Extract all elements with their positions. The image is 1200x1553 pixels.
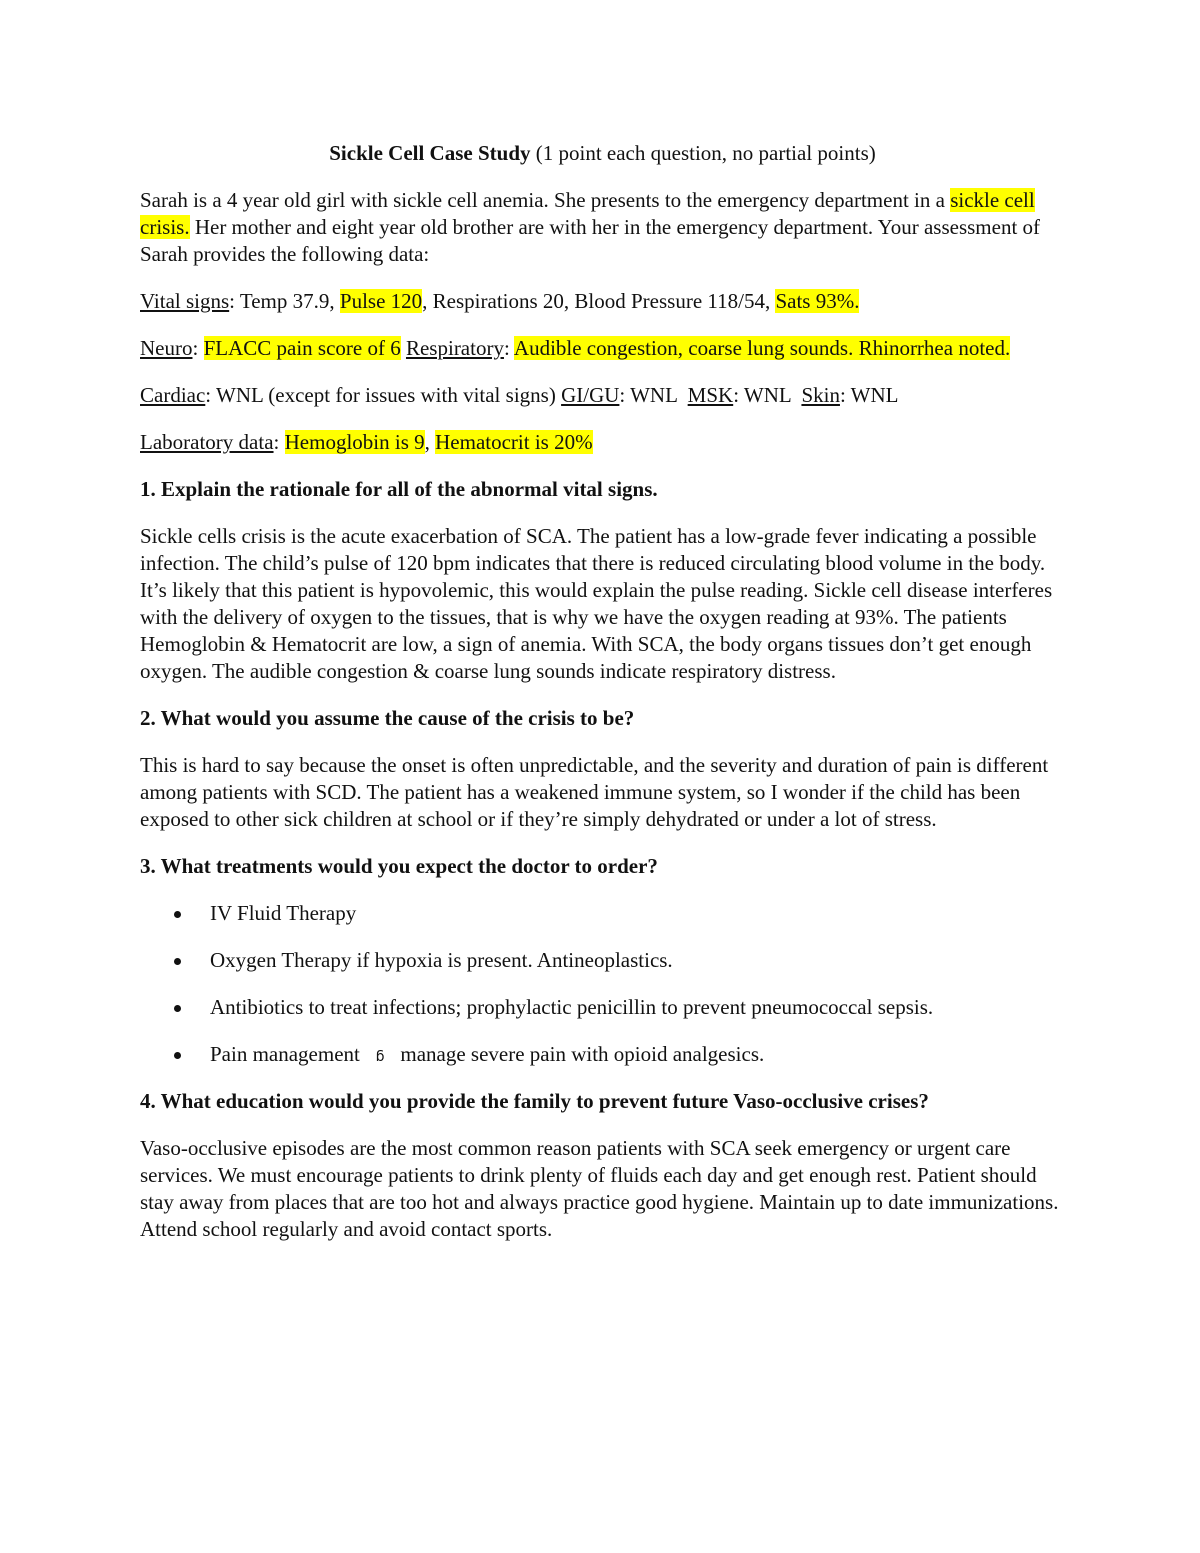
lab-comma: , — [424, 430, 436, 454]
msk-label: MSK — [687, 383, 734, 407]
systems-line — [140, 382, 1065, 409]
laboratory-label: Laboratory data — [140, 430, 274, 454]
vital-signs-line — [140, 288, 1065, 315]
symbol-glyph: ᵷ — [375, 1046, 385, 1062]
list-item-text: Oxygen Therapy if hypoxia is present. Antineoplastics. — [210, 948, 673, 972]
question-2: 2. What would you assume the cause of the crisis to be? — [140, 706, 635, 730]
vital-pulse: Pulse 120 — [339, 289, 423, 313]
respiratory-label: Respiratory — [405, 336, 504, 360]
lab-hemoglobin: Hemoglobin is 9 — [284, 430, 425, 454]
cardiac-value: : WNL (except for issues with vital signs) — [205, 383, 562, 407]
intro-paragraph — [140, 187, 1065, 268]
neuro-respiratory-line — [140, 335, 1065, 362]
list-item-text: IV Fluid Therapy — [210, 901, 357, 925]
answer-2: This is hard to say because the onset is often unpredictable, and the severity and duration of pain is different among patients with SCD. The patient has a weakened immune system, so I wonder if the child has been exposed to other sick children at school or if they’re simply dehydrated or under a lot of stress. — [140, 753, 1049, 831]
list-item-text: Antibiotics to treat infections; prophylactic penicillin to prevent pneumococcal sepsis. — [210, 995, 934, 1019]
list-item — [140, 947, 1065, 974]
neuro-flacc: FLACC pain score of 6 — [203, 336, 401, 360]
vital-temp: : Temp 37.9, — [229, 289, 340, 313]
bullet-icon — [174, 958, 181, 965]
laboratory-colon: : — [273, 430, 285, 454]
skin-label: Skin — [801, 383, 840, 407]
question-3: 3. What treatments would you expect the doctor to order? — [140, 854, 658, 878]
question-4: 4. What education would you provide the family to prevent future Vaso-occlusive crises? — [140, 1089, 929, 1113]
msk-value: : WNL — [733, 383, 802, 407]
respiratory-value: Audible congestion, coarse lung sounds. Rhinorrhea noted. — [513, 336, 1011, 360]
intro-text-2: Her mother and eight year old brother are with her in the emergency department. Your assessment of Sarah provides the following data: — [140, 215, 1041, 266]
list-item — [140, 994, 1065, 1021]
gigu-value: : WNL — [619, 383, 688, 407]
neuro-colon: : — [192, 336, 204, 360]
bullet-icon — [174, 1052, 181, 1059]
lab-hematocrit: Hematocrit is 20% — [435, 430, 593, 454]
page-title — [140, 140, 1065, 167]
list-item-text-after: manage severe pain with opioid analgesics. — [395, 1042, 765, 1066]
question-1: 1. Explain the rationale for all of the abnormal vital signs. — [140, 477, 658, 501]
laboratory-line — [140, 429, 1065, 456]
vital-sats: Sats 93%. — [775, 289, 860, 313]
vital-resp-bp: , Respirations 20, Blood Pressure 118/54, — [422, 289, 776, 313]
list-item — [140, 1041, 1065, 1068]
intro-highlight: sickle cell crisis. — [140, 188, 1035, 239]
neuro-label: Neuro — [140, 336, 193, 360]
list-item-text-before: Pain management — [210, 1042, 366, 1066]
document-body — [140, 140, 1065, 1263]
gigu-label: GI/GU — [561, 383, 620, 407]
intro-text-1: Sarah is a 4 year old girl with sickle cell anemia. She presents to the emergency department in a — [140, 188, 951, 212]
respiratory-colon: : — [503, 336, 514, 360]
title-bold: Sickle Cell Case Study — [329, 141, 531, 165]
skin-value: : WNL — [839, 383, 899, 407]
title-subtitle: (1 point each question, no partial points) — [530, 141, 876, 165]
vital-signs-label: Vital signs — [140, 289, 230, 313]
bullet-icon — [174, 1005, 181, 1012]
cardiac-label: Cardiac — [140, 383, 206, 407]
treatment-list — [140, 900, 1065, 1068]
answer-1: Sickle cells crisis is the acute exacerbation of SCA. The patient has a low-grade fever indicating a possible infection. The child’s pulse of 120 bpm indicates that there is reduced circulating blood volume in the body. It’s likely that this patient is hypovolemic, this would explain the pulse reading. Sickle cell disease interferes with the delivery of oxygen to the tissues, that is why we have the oxygen reading at 93%. The patients Hemoglobin & Hematocrit are low, a sign of anemia. With SCA, the body organs tissues don’t get enough oxygen. The audible congestion & coarse lung sounds indicate respiratory distress. — [140, 524, 1053, 683]
bullet-icon — [174, 911, 181, 918]
answer-4: Vaso-occlusive episodes are the most common reason patients with SCA seek emergency or urgent care services. We must encourage patients to drink plenty of fluids each day and get enough rest. Patient should stay away from places that are too hot and always practice good hygiene. Maintain up to date immunizations. Attend school regularly and avoid contact sports. — [140, 1136, 1059, 1241]
list-item — [140, 900, 1065, 927]
